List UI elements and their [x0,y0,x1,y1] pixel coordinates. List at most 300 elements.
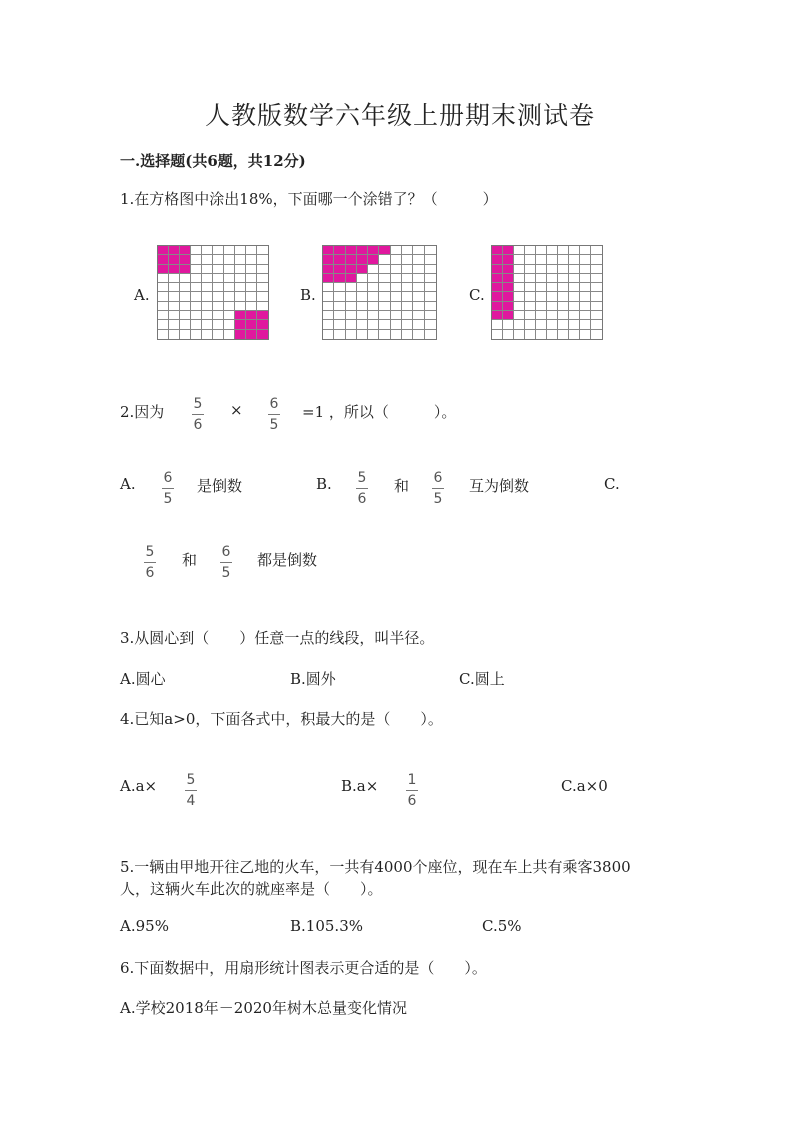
grid-cell [368,265,379,274]
grid-cell [323,311,334,320]
grid-cell [425,330,436,339]
grid-cell [402,320,413,329]
grid-cell [202,265,213,274]
grid-cell [525,302,536,311]
grid-cell [536,265,547,274]
q1-grid-b [322,245,437,340]
grid-cell [547,265,558,274]
grid-cell [492,311,503,320]
grid-cell [334,255,345,264]
grid-cell [368,302,379,311]
grid-cell [368,292,379,301]
grid-cell [180,320,191,329]
grid-cell [202,246,213,255]
grid-cell [402,330,413,339]
q1-option-c-label[interactable]: C. [469,286,485,304]
grid-cell [323,274,334,283]
grid-cell [357,302,368,311]
grid-cell [547,246,558,255]
grid-cell [224,265,235,274]
q4-option-c-text[interactable]: C.a×0 [561,777,608,795]
q5-option-b[interactable]: B.105.3% [290,917,363,935]
grid-cell [235,246,246,255]
q2-option-b-label[interactable]: B. [316,475,332,493]
grid-cell [334,292,345,301]
grid-cell [213,311,224,320]
denominator: 6 [407,793,417,810]
grid-cell [368,320,379,329]
grid-cell [235,311,246,320]
grid-cell [202,330,213,339]
grid-cell [224,255,235,264]
grid-cell [246,265,257,274]
q3-option-c[interactable]: C.圆上 [459,670,505,688]
grid-cell [558,292,569,301]
grid-cell [202,255,213,264]
grid-cell [580,274,591,283]
grid-cell [503,265,514,274]
grid-cell [558,255,569,264]
grid-cell [547,292,558,301]
grid-cell [402,274,413,283]
q4-option-b-fraction [406,772,418,809]
denominator: 4 [186,793,196,810]
grid-cell [591,330,602,339]
grid-cell [346,330,357,339]
grid-cell [346,255,357,264]
grid-cell [180,292,191,301]
grid-cell [357,283,368,292]
grid-cell [158,246,169,255]
grid-cell [257,320,268,329]
page-title: 人教版数学六年级上册期末测试卷 [204,101,595,130]
grid-cell [503,302,514,311]
grid-cell [402,246,413,255]
grid-cell [346,292,357,301]
grid-cell [213,255,224,264]
grid-cell [591,320,602,329]
grid-cell [503,255,514,264]
grid-cell [413,330,424,339]
grid-cell [379,255,390,264]
grid-cell [536,330,547,339]
grid-cell [346,246,357,255]
grid-cell [158,330,169,339]
q2-option-a-label[interactable]: A. [120,475,136,493]
grid-cell [169,246,180,255]
grid-cell [357,330,368,339]
grid-cell [213,246,224,255]
grid-cell [191,292,202,301]
grid-cell [169,330,180,339]
q5-option-a[interactable]: A.95% [120,917,169,935]
grid-cell [547,283,558,292]
question-1-text: 1.在方格图中涂出18%，下面哪一个涂错了？（ ） [120,190,498,208]
grid-cell [158,292,169,301]
grid-cell [357,246,368,255]
grid-cell [514,255,525,264]
grid-cell [257,302,268,311]
grid-cell [323,292,334,301]
grid-cell [413,302,424,311]
grid-cell [180,265,191,274]
q2-option-b-and: 和 [394,477,410,495]
grid-cell [191,320,202,329]
denominator: 5 [221,565,231,582]
grid-cell [224,283,235,292]
grid-cell [213,283,224,292]
q5-option-c[interactable]: C.5% [482,917,522,935]
grid-cell [224,320,235,329]
grid-cell [536,246,547,255]
grid-cell [357,320,368,329]
grid-cell [379,274,390,283]
grid-cell [246,302,257,311]
grid-cell [514,283,525,292]
grid-cell [580,320,591,329]
grid-cell [580,265,591,274]
grid-cell [379,246,390,255]
grid-cell [558,246,569,255]
grid-cell [503,320,514,329]
grid-cell [213,320,224,329]
grid-cell [257,255,268,264]
grid-cell [536,320,547,329]
grid-cell [569,320,580,329]
grid-cell [425,265,436,274]
grid-cell [591,283,602,292]
q2-prefix: 2.因为 [120,403,165,421]
q2-option-b-fraction-1 [356,470,368,507]
grid-cell [334,265,345,274]
grid-cell [224,330,235,339]
grid-cell [257,292,268,301]
q1-option-a-label[interactable]: A. [134,286,150,304]
grid-cell [235,255,246,264]
grid-cell [257,283,268,292]
grid-cell [323,320,334,329]
numerator: 5 [193,396,203,412]
grid-cell [224,311,235,320]
grid-cell [547,311,558,320]
q4-option-b-text[interactable]: B.a× [341,777,379,795]
question-5-line-1: 5.一辆由甲地开往乙地的火车，一共有4000个座位，现在车上共有乘客3800 [120,858,631,876]
grid-cell [191,255,202,264]
grid-cell [379,311,390,320]
grid-cell [323,265,334,274]
grid-cell [191,246,202,255]
grid-cell [503,283,514,292]
grid-cell [558,265,569,274]
grid-cell [569,330,580,339]
grid-cell [558,274,569,283]
grid-cell [514,292,525,301]
grid-cell [391,330,402,339]
grid-cell [191,330,202,339]
grid-cell [492,274,503,283]
numerator: 6 [433,470,443,486]
grid-cell [391,302,402,311]
grid-cell [379,302,390,311]
grid-cell [202,274,213,283]
grid-cell [514,265,525,274]
grid-cell [357,255,368,264]
grid-cell [569,283,580,292]
grid-cell [558,320,569,329]
numerator: 6 [163,470,173,486]
grid-cell [169,292,180,301]
q1-option-b-label[interactable]: B. [300,286,316,304]
grid-cell [368,283,379,292]
denominator: 5 [269,417,279,434]
grid-cell [413,283,424,292]
grid-cell [391,311,402,320]
grid-cell [425,283,436,292]
grid-cell [492,246,503,255]
grid-cell [413,265,424,274]
numerator: 1 [407,772,417,788]
grid-cell [235,283,246,292]
grid-cell [158,265,169,274]
q2-fraction-2 [268,396,280,433]
grid-cell [334,283,345,292]
grid-cell [514,330,525,339]
grid-cell [492,292,503,301]
q2-option-b-fraction-2 [432,470,444,507]
grid-cell [158,302,169,311]
grid-cell [413,320,424,329]
grid-cell [191,283,202,292]
grid-cell [158,320,169,329]
q2-fraction-1 [192,396,204,433]
grid-cell [180,302,191,311]
grid-cell [246,311,257,320]
grid-cell [169,265,180,274]
grid-cell [580,302,591,311]
section-heading: 一.选择题(共6题，共12分) [120,152,306,170]
grid-cell [257,311,268,320]
grid-cell [547,320,558,329]
grid-cell [492,283,503,292]
grid-cell [569,265,580,274]
q3-option-a[interactable]: A.圆心 [120,670,166,688]
grid-cell [525,255,536,264]
grid-cell [368,246,379,255]
grid-cell [158,283,169,292]
grid-cell [547,302,558,311]
grid-cell [257,330,268,339]
question-5-line-2: 人，这辆火车此次的就座率是（ ）。 [120,880,383,898]
grid-cell [514,274,525,283]
grid-cell [425,274,436,283]
grid-cell [591,302,602,311]
denominator: 6 [357,491,367,508]
grid-cell [346,265,357,274]
grid-cell [402,311,413,320]
grid-cell [334,311,345,320]
q6-option-a[interactable]: A.学校2018年－2020年树木总量变化情况 [120,999,407,1017]
grid-cell [580,311,591,320]
grid-cell [357,274,368,283]
grid-cell [536,311,547,320]
grid-cell [413,246,424,255]
grid-cell [425,246,436,255]
grid-cell [158,255,169,264]
grid-cell [323,246,334,255]
grid-cell [547,255,558,264]
q3-option-b[interactable]: B.圆外 [290,670,336,688]
denominator: 5 [433,491,443,508]
numerator: 6 [269,396,279,412]
grid-cell [569,246,580,255]
grid-cell [368,274,379,283]
grid-cell [558,302,569,311]
grid-cell [257,274,268,283]
grid-cell [492,330,503,339]
grid-cell [514,311,525,320]
grid-cell [536,255,547,264]
grid-cell [591,292,602,301]
grid-cell [323,302,334,311]
grid-cell [391,283,402,292]
grid-cell [235,302,246,311]
grid-cell [213,330,224,339]
grid-cell [391,292,402,301]
grid-cell [334,246,345,255]
grid-cell [334,330,345,339]
grid-cell [503,292,514,301]
grid-cell [180,274,191,283]
grid-cell [525,274,536,283]
grid-cell [235,274,246,283]
grid-cell [224,302,235,311]
grid-cell [402,302,413,311]
grid-cell [525,292,536,301]
numerator: 5 [186,772,196,788]
grid-cell [202,292,213,301]
grid-cell [357,292,368,301]
grid-cell [569,311,580,320]
grid-cell [202,320,213,329]
grid-cell [425,292,436,301]
grid-cell [569,292,580,301]
grid-cell [580,246,591,255]
q4-option-a-fraction [185,772,197,809]
grid-cell [536,274,547,283]
grid-cell [235,330,246,339]
grid-cell [169,274,180,283]
question-3-text: 3.从圆心到（ ）任意一点的线段，叫半径。 [120,629,435,647]
q1-grid-a [157,245,269,340]
grid-cell [346,283,357,292]
q4-option-a-text[interactable]: A.a× [120,777,158,795]
grid-cell [536,302,547,311]
grid-cell [413,311,424,320]
grid-cell [402,265,413,274]
grid-cell [246,283,257,292]
grid-cell [413,274,424,283]
grid-cell [402,255,413,264]
grid-cell [169,311,180,320]
grid-cell [547,330,558,339]
q2-option-a-fraction [162,470,174,507]
grid-cell [169,283,180,292]
grid-cell [213,302,224,311]
grid-cell [180,311,191,320]
grid-cell [558,330,569,339]
grid-cell [580,292,591,301]
grid-cell [191,265,202,274]
grid-cell [492,320,503,329]
grid-cell [425,311,436,320]
grid-cell [536,292,547,301]
grid-cell [503,246,514,255]
q2-option-c-fraction-1 [144,544,156,581]
grid-cell [202,302,213,311]
grid-cell [257,246,268,255]
grid-cell [224,246,235,255]
q2-option-a-text: 是倒数 [197,477,243,495]
grid-cell [425,320,436,329]
grid-cell [379,320,390,329]
grid-cell [503,311,514,320]
q2-option-c-label[interactable]: C. [604,475,620,493]
times-sign: × [230,401,243,419]
q2-option-c-and: 和 [182,551,198,569]
grid-cell [591,311,602,320]
grid-cell [492,255,503,264]
grid-cell [213,265,224,274]
grid-cell [569,274,580,283]
grid-cell [235,292,246,301]
denominator: 5 [163,491,173,508]
grid-cell [323,255,334,264]
grid-cell [580,330,591,339]
grid-cell [191,274,202,283]
grid-cell [346,302,357,311]
denominator: 6 [145,565,155,582]
grid-cell [334,302,345,311]
grid-cell [246,274,257,283]
grid-cell [591,265,602,274]
grid-cell [224,274,235,283]
grid-cell [368,311,379,320]
grid-cell [169,320,180,329]
grid-cell [391,274,402,283]
grid-cell [379,283,390,292]
grid-cell [591,255,602,264]
grid-cell [346,311,357,320]
grid-cell [536,283,547,292]
grid-cell [525,330,536,339]
grid-cell [525,320,536,329]
grid-cell [391,255,402,264]
grid-cell [346,274,357,283]
grid-cell [425,255,436,264]
grid-cell [191,311,202,320]
grid-cell [580,283,591,292]
grid-cell [334,274,345,283]
grid-cell [158,274,169,283]
grid-cell [357,311,368,320]
grid-cell [323,283,334,292]
grid-cell [402,283,413,292]
q2-option-c-text: 都是倒数 [257,551,318,569]
grid-cell [246,255,257,264]
grid-cell [180,255,191,264]
numerator: 5 [357,470,367,486]
grid-cell [323,330,334,339]
